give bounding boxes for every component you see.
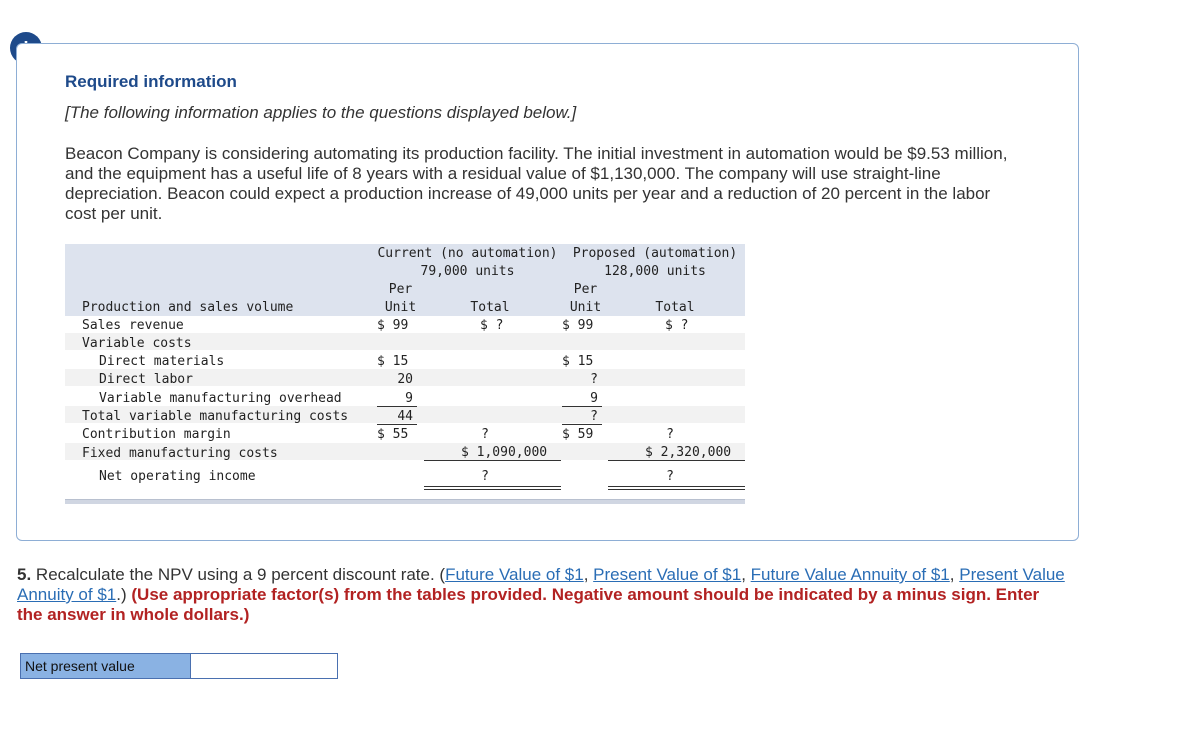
proposed-header: Proposed (automation)	[572, 246, 738, 261]
cm-proposed-unit: $ 59	[562, 427, 594, 442]
current-units: 79,000 units	[420, 264, 515, 279]
noi-proposed-total: ?	[666, 469, 674, 484]
underline	[377, 424, 417, 425]
total-label-current: Total	[470, 300, 510, 315]
vmo-current-unit: 9	[405, 391, 413, 406]
dl-current-unit: 20	[397, 372, 413, 387]
row-label-revenue: Sales revenue	[82, 318, 184, 333]
row-label-variable-costs: Variable costs	[82, 336, 192, 351]
question-text: Recalculate the NPV using a 9 percent discount rate. (	[35, 565, 446, 584]
row-label-direct-materials: Direct materials	[99, 354, 225, 369]
dm-proposed-unit: $ 15	[562, 354, 594, 369]
table-bottom-bar	[65, 499, 745, 504]
row-label-variable-overhead: Variable manufacturing overhead	[99, 391, 342, 406]
npv-input-wrapper	[191, 654, 337, 678]
row-label-contribution-margin: Contribution margin	[82, 427, 231, 442]
per-label-current: Per	[388, 282, 413, 297]
tvc-current-unit: 44	[397, 409, 413, 424]
double-underline	[424, 486, 561, 490]
row-label-volume: Production and sales volume	[82, 300, 294, 315]
unit-label-current: Unit	[384, 300, 417, 315]
question-prompt: 5. Recalculate the NPV using a 9 percent discount rate. (Future Value of $1, Present Value of $1, Future Value Annuity of $1, Present Value Annuity of $1.) (Use appropriate factor(s) from the tables provided. Negative amount should be indicated by a minus sign. Enter the answer in whole dollars.)	[17, 565, 1065, 624]
question-number: 5.	[17, 565, 32, 584]
revenue-proposed-unit: $ 99	[562, 318, 594, 333]
npv-input[interactable]	[191, 654, 337, 678]
npv-answer-row	[20, 653, 338, 679]
revenue-current-unit: $ 99	[377, 318, 409, 333]
required-info-title: Required information	[65, 72, 237, 91]
question-instruction: (Use appropriate factor(s) from the tables provided. Negative amount should be indicated by a minus sign. Enter the answer in whole dollars.)	[17, 585, 1040, 624]
vmo-proposed-unit: 9	[590, 391, 598, 406]
underline	[424, 460, 561, 461]
dl-proposed-unit: ?	[590, 372, 598, 387]
fixed-current-total: $ 1,090,000	[461, 445, 548, 460]
financial-data-table	[65, 244, 745, 504]
cm-current-total: ?	[481, 427, 489, 442]
total-label-proposed: Total	[655, 300, 695, 315]
row-label-direct-labor: Direct labor	[99, 372, 193, 387]
row-label-fixed-costs: Fixed manufacturing costs	[82, 446, 278, 461]
scenario-text: Beacon Company is considering automating its production facility. The initial investment in automation would be $9.53 million, and the equipment has a useful life of 8 years with a residual value of $1,130,000. The company will use straight-line depreciation. Beacon could expect a production increase of 49,000 units per year and a reduction of 20 percent in the labor cost per unit.	[65, 144, 1008, 223]
intro-text: [The following information applies to the questions displayed below.]	[65, 103, 577, 122]
link-present-value[interactable]: Present Value of $1	[593, 565, 742, 584]
tvc-proposed-unit: ?	[590, 409, 598, 424]
dm-current-unit: $ 15	[377, 354, 409, 369]
underline	[608, 460, 745, 461]
noi-current-total: ?	[481, 469, 489, 484]
link-future-value-annuity[interactable]: Future Value Annuity of $1	[750, 565, 950, 584]
revenue-proposed-total: $ ?	[665, 318, 689, 333]
current-header: Current (no automation)	[377, 246, 558, 261]
npv-label: Net present value	[21, 654, 191, 678]
underline	[377, 406, 417, 407]
proposed-units: 128,000 units	[604, 264, 706, 279]
cm-current-unit: $ 55	[377, 427, 409, 442]
fixed-proposed-total: $ 2,320,000	[645, 445, 732, 460]
underline	[562, 406, 602, 407]
unit-label-proposed: Unit	[569, 300, 602, 315]
row-label-total-variable: Total variable manufacturing costs	[82, 409, 349, 424]
revenue-current-total: $ ?	[480, 318, 504, 333]
double-underline	[608, 486, 745, 490]
cm-proposed-total: ?	[666, 427, 674, 442]
row-label-net-operating-income: Net operating income	[99, 469, 256, 484]
link-present-value-annuity[interactable]: Present Value Annuity of $1	[17, 565, 1065, 604]
link-future-value[interactable]: Future Value of $1	[445, 565, 584, 584]
per-label-proposed: Per	[573, 282, 598, 297]
underline	[562, 424, 602, 425]
